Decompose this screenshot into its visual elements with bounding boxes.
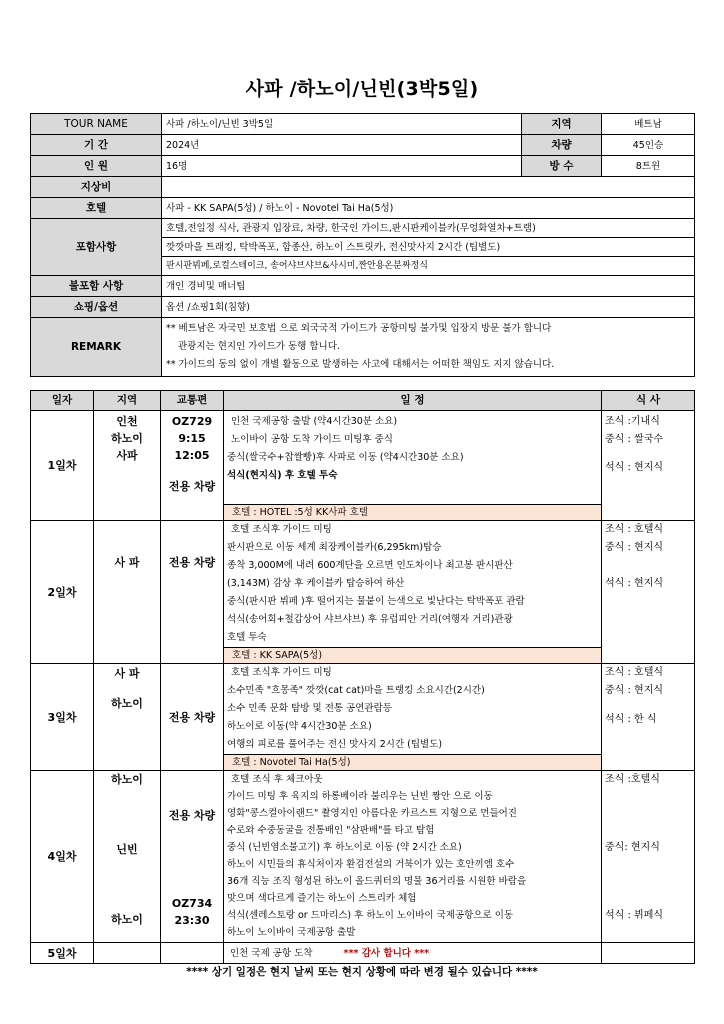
cost-label: 지상비 (31, 177, 162, 198)
day3-itinerary (224, 664, 602, 771)
day5-region (94, 943, 161, 964)
itinerary-line: 노이바이 공항 도착 가이드 미팅후 중식 (231, 434, 393, 445)
included-line-3: 판시판뷔페,로컬스테이크, 송어샤브샤브&사시미,짠안용온분짜정식 (162, 257, 695, 276)
region-name: 닌빈 (116, 843, 138, 856)
meal-breakfast: 조식 :호텔식 (605, 774, 660, 785)
transport-mode: 전용 차량 (168, 809, 216, 822)
header-transport: 교통편 (161, 391, 224, 411)
itinerary-line: 종착 3,000M에 내려 600계단을 오르면 인도차이나 최고봉 판시판산 (227, 560, 513, 571)
itinerary-line: 하노이 시민들의 휴식처이자 환검전설의 거북이가 있는 호안끼엠 호수 (227, 859, 515, 870)
meal-breakfast: 조식 :기내식 (605, 416, 660, 427)
region-name: 하노이 (111, 697, 143, 710)
itinerary-line: (3,143M) 감상 후 케이블카 탑승하여 하산 (227, 578, 405, 589)
thanks-message: *** 감사 합니다 *** (343, 947, 430, 959)
region-name: 사 파 (114, 667, 140, 680)
day5-meals (602, 943, 695, 964)
day3-label: 3일차 (31, 664, 94, 771)
day5-transport (161, 943, 224, 964)
day4-regions (94, 771, 161, 943)
rooms-value: 8트윈 (602, 156, 695, 177)
region-name: 하노이 (111, 913, 143, 926)
itinerary-line: 소수 민족 문화 탐방 및 전통 공연관람등 (227, 703, 392, 714)
included-line-2: 깟깟마을 트래킹, 탁박폭포, 함종산, 하노이 스트릿카, 전신맛사지 2시간 (팁별도) (162, 238, 695, 257)
included-label: 포함사항 (31, 219, 162, 276)
day2-meals (602, 521, 695, 664)
day5-arrival: 인천 국제 공항 도착 (230, 947, 313, 959)
meal-lunch: 중식 : 쌀국수 (605, 434, 664, 445)
itinerary-line: 호텔 조식 후 체크아웃 (231, 774, 323, 785)
footer-notice: **** 상기 일정은 현지 날씨 또는 현지 상황에 따라 변경 될수 있습니다 **** (186, 966, 538, 978)
meal-dinner: 석식 : 현지식 (605, 462, 664, 473)
itinerary-line: 하노이 노이바이 국제공항 출발 (227, 927, 356, 938)
header-region: 지역 (94, 391, 161, 411)
day3-transport: 전용 차량 (161, 664, 224, 771)
period-value: 2024년 (162, 135, 522, 156)
vehicle-label: 차량 (522, 135, 602, 156)
day4-meals (602, 771, 695, 943)
day1-regions (94, 411, 161, 521)
flight-time: 12:05 (174, 449, 210, 462)
page-title: 사파 /하노이/닌빈(3박5일) (245, 78, 479, 100)
region-name: 인천 (116, 415, 138, 428)
remark-line: ** 베트남은 자국민 보호법 으로 외국국적 가이드가 공항미팅 불가및 입장지 방문 불가 합니다 (166, 323, 552, 334)
itinerary-line: 영화"콩스컬아이랜드" 촬영지인 아름다운 카르스트 지형으로 먼들어진 (227, 808, 517, 819)
itinerary-line: 석식(현지식) 후 호텔 투숙 (227, 470, 338, 481)
meal-breakfast: 조식 : 호텔식 (605, 667, 664, 678)
excluded-label: 불포함 사항 (31, 276, 162, 297)
itinerary-line: 판시판으로 이동 세계 최장케이블카(6,295km)탑승 (227, 542, 442, 553)
day1-hotel: 호텔 : HOTEL :5성 KK사파 호텔 (224, 504, 601, 520)
meal-lunch: 중식 : 현지식 (605, 685, 664, 696)
itinerary-line: 가이드 미팅 후 육지의 하롱베이라 불리우는 닌빈 짱안 으로 이동 (227, 791, 493, 802)
header-itinerary: 일 정 (224, 391, 602, 411)
remark-line: ** 가이드의 동의 없이 개별 활동으로 발생하는 사고에 대해서는 어떠한 책임도 지지 않습니다. (166, 359, 555, 370)
meal-dinner: 석식 : 한 식 (605, 714, 657, 725)
flight-time: 23:30 (174, 914, 210, 927)
itinerary-line: 중식(쌀국수+찹쌀빵)후 사파로 이동 (약4시간30분 소요) (227, 452, 464, 463)
day2-hotel: 호텔 : KK SAPA(5성) (224, 647, 601, 663)
flight-number: OZ734 (171, 897, 213, 910)
itinerary-line: 여행의 피로를 풀어주는 전신 맛사지 2시간 (팁별도) (227, 739, 443, 750)
day2-label: 2일차 (31, 521, 94, 664)
itinerary-line: 소수민족 "흐몽족" 깟깟(cat cat)마을 트랭킹 소요시간(2시간) (227, 685, 485, 696)
meal-lunch: 중식 : 현지식 (605, 542, 664, 553)
rooms-label: 방 수 (522, 156, 602, 177)
day1-transport (161, 411, 224, 521)
itinerary-line: 인천 국제공항 출발 (약4시간30분 소요) (231, 416, 398, 427)
region-name: 하노이 (111, 432, 143, 445)
itinerary-line: 호텔 조식후 가이드 미팅 (231, 667, 332, 678)
day2-transport: 전용 차량 (161, 521, 224, 664)
itinerary-line: 석식(센레스토랑 or 드마리스) 후 하노이 노이바이 국제공항으로 이동 (227, 910, 514, 921)
remark-value (162, 318, 695, 377)
day2-itinerary (224, 521, 602, 664)
itinerary-line: 하노이로 이동(약 4시간30분 소요) (227, 721, 372, 732)
included-line-1: 호텔,전일정 식사, 관광지 입장료, 차량, 한국인 가이드,판시판케이블카(무엉화열차+트램) (162, 219, 695, 238)
day5-label: 5일차 (31, 943, 94, 964)
day4-itinerary (224, 771, 602, 943)
tour-name-value: 사파 /하노이/닌빈 3박5일 (162, 114, 522, 135)
remark-line: 관광지는 현지인 가이드가 동행 합니다. (178, 341, 340, 352)
excluded-value: 개인 경비및 매너팁 (162, 276, 695, 297)
hotel-label: 호텔 (31, 198, 162, 219)
tour-name-label: TOUR NAME (31, 114, 162, 135)
tour-info-table (30, 113, 695, 377)
region-value: 베트남 (602, 114, 695, 135)
schedule-table (30, 390, 695, 964)
period-label: 기 간 (31, 135, 162, 156)
cost-value (162, 177, 695, 198)
transport-mode: 전용 차량 (168, 480, 216, 493)
itinerary-line: 수로와 수중동굴을 전통배인 "삼판배"를 타고 탐험 (227, 825, 435, 836)
region-label: 지역 (522, 114, 602, 135)
day1-meals (602, 411, 695, 521)
remark-label: REMARK (31, 318, 162, 377)
itinerary-line: 맞으며 색다르게 즐기는 하노이 스트리카 체험 (227, 893, 417, 904)
itinerary-line: 36개 직능 조직 형성된 하노이 올드쿼터의 명물 36거리를 시원한 바람을 (227, 876, 527, 887)
day4-label: 4일차 (31, 771, 94, 943)
day4-transport (161, 771, 224, 943)
day3-meals (602, 664, 695, 771)
flight-number: OZ729 (171, 415, 213, 428)
day2-region: 사 파 (94, 521, 161, 664)
itinerary-line: 석식(송어회+철갑상어 샤브샤브) 후 유럽피안 거리(여행자 거리)관광 (227, 614, 513, 625)
flight-time: 9:15 (178, 432, 206, 445)
day3-regions (94, 664, 161, 771)
people-label: 인 원 (31, 156, 162, 177)
header-meal: 식 사 (602, 391, 695, 411)
meal-lunch: 중식: 현지식 (605, 842, 660, 853)
shopping-label: 쇼핑/옵션 (31, 297, 162, 318)
itinerary-line: 중식 (닌빈염소불고기) 후 하노이로 이동 (약 2시간 소요) (227, 842, 462, 853)
shopping-value: 옵션 /쇼핑1회(침향) (162, 297, 695, 318)
day5-itinerary (224, 943, 602, 964)
itinerary-line: 중식(판시판 뷔페 )후 떨어지는 물붙이 는색으로 빛난다는 탁박폭포 관람 (227, 596, 525, 607)
meal-dinner: 석식 : 현지식 (605, 578, 664, 589)
itinerary-line: 호텔 투숙 (227, 632, 267, 643)
hotel-value: 사파 - KK SAPA(5성) / 하노이 - Novotel Tai Ha(5성) (162, 198, 695, 219)
day3-hotel: 호텔 : Novotel Tai Ha(5성) (224, 754, 601, 770)
vehicle-value: 45인승 (602, 135, 695, 156)
itinerary-line: 호텔 조식후 가이드 미팅 (231, 524, 332, 535)
meal-dinner: 석식 : 뷔페식 (605, 910, 664, 921)
day1-itinerary (224, 411, 602, 521)
region-name: 하노이 (111, 773, 143, 786)
region-name: 사파 (116, 449, 138, 462)
people-value: 16명 (162, 156, 522, 177)
header-day: 일자 (31, 391, 94, 411)
day1-label: 1일차 (31, 411, 94, 521)
meal-breakfast: 조식 : 호텔식 (605, 524, 664, 535)
